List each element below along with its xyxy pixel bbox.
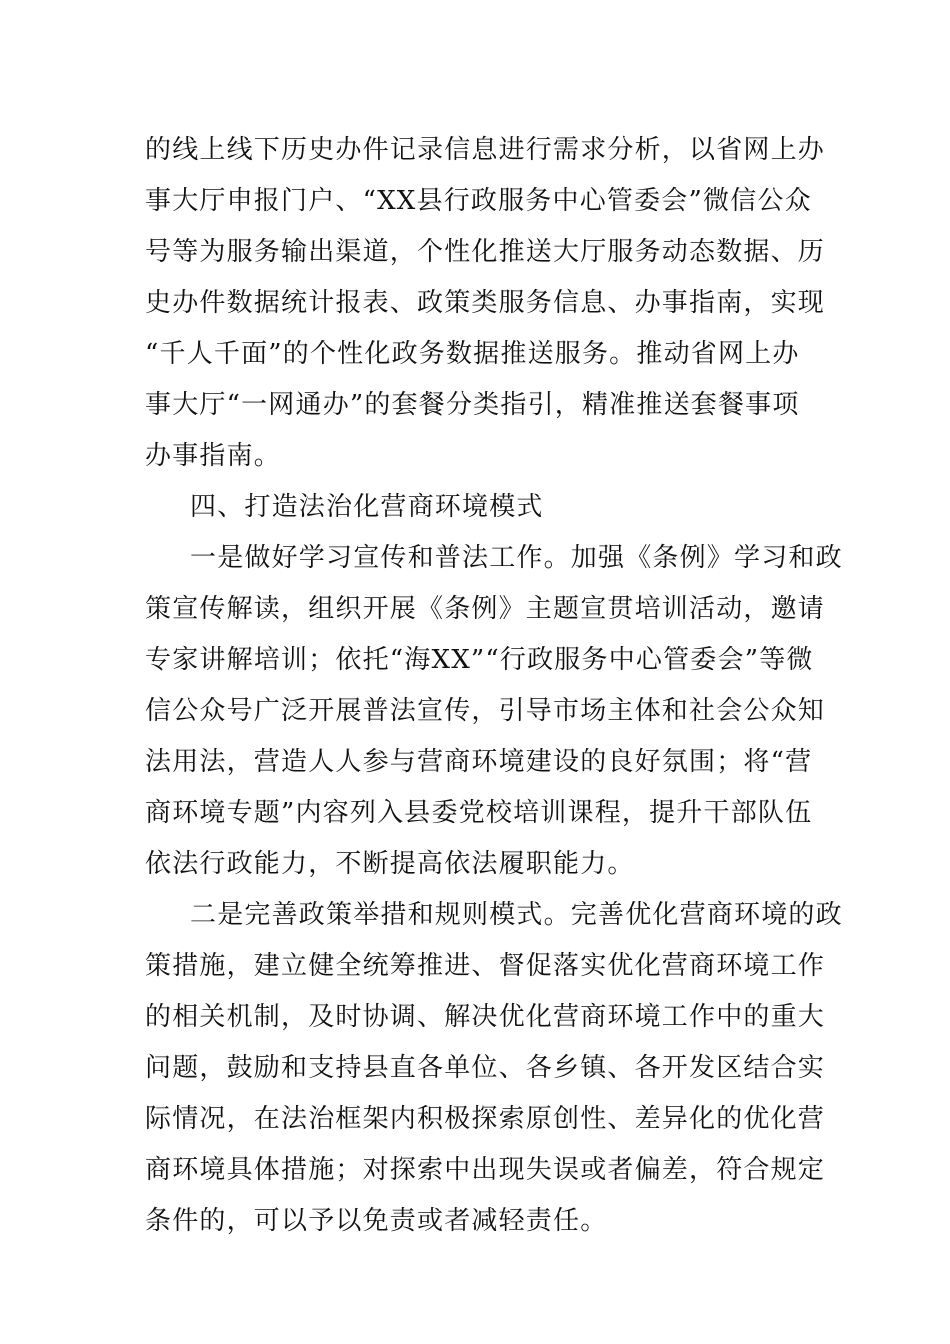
text-line: 依法行政能力，不断提高依法履职能力。 — [145, 849, 635, 879]
text-line: 事大厅“一网通办”的套餐分类指引，精准推送套餐事项 — [145, 390, 800, 420]
text-line: 法用法，营造人人参与营商环境建设的良好氛围；将“营 — [145, 747, 813, 777]
text-line: 事大厅申报门户、“XX县行政服务中心管委会”微信公众 — [145, 186, 812, 216]
text-line: 商环境具体措施；对探索中出现失误或者偏差，符合规定 — [145, 1155, 826, 1185]
text-line: “千人千面”的个性化政务数据推送服务。推动省网上办 — [145, 339, 800, 369]
text-line: 问题，鼓励和支持县直各单位、各乡镇、各开发区结合实 — [145, 1053, 826, 1083]
text-line: 办事指南。 — [145, 441, 282, 471]
text-line: 二是完善政策举措和规则模式。完善优化营商环境的政 — [190, 900, 843, 930]
section-heading: 四、打造法治化营商环境模式 — [190, 492, 544, 522]
text-line: 的相关机制，及时协调、解决优化营商环境工作中的重大 — [145, 1002, 826, 1032]
text-line: 条件的，可以予以免责或者减轻责任。 — [145, 1206, 608, 1236]
text-line: 一是做好学习宣传和普法工作。加强《条例》学习和政 — [190, 543, 843, 573]
text-line: 策措施，建立健全统筹推进、督促落实优化营商环境工作 — [145, 951, 826, 981]
text-line: 信公众号广泛开展普法宣传，引导市场主体和社会公众知 — [145, 696, 826, 726]
text-line: 商环境专题”内容列入县委党校培训课程，提升干部队伍 — [145, 798, 813, 828]
text-line: 号等为服务输出渠道，个性化推送大厅服务动态数据、历 — [145, 237, 826, 267]
text-line: 专家讲解培训；依托“海XX”“行政服务中心管委会”等微 — [145, 645, 814, 675]
text-line: 的线上线下历史办件记录信息进行需求分析，以省网上办 — [145, 135, 826, 165]
text-line: 史办件数据统计报表、政策类服务信息、办事指南，实现 — [145, 288, 826, 318]
text-line: 策宣传解读，组织开展《条例》主题宣贯培训活动，邀请 — [145, 594, 826, 624]
text-line: 际情况，在法治框架内积极探索原创性、差异化的优化营 — [145, 1104, 826, 1134]
